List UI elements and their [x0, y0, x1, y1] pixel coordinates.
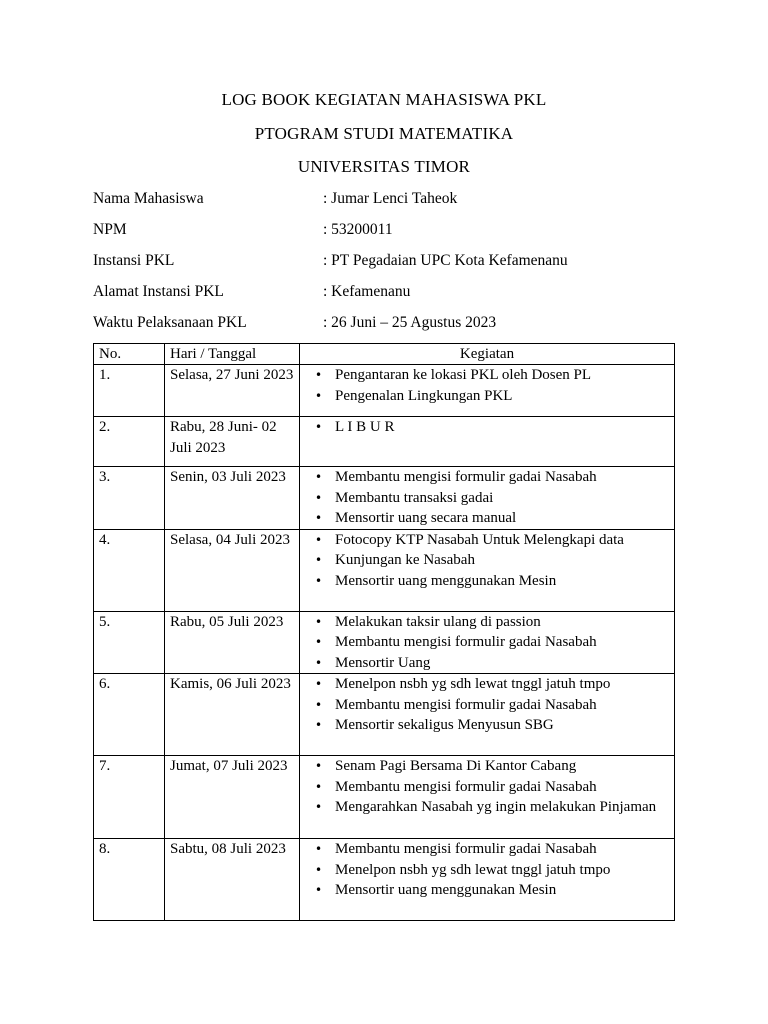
activity-list: [305, 365, 669, 406]
logbook-table: [93, 343, 675, 921]
title-line-2: PTOGRAM STUDI MATEMATIKA: [254, 124, 514, 143]
info-value: : PT Pegadaian UPC Kota Kefamenanu: [323, 252, 568, 269]
row-number: 4.: [94, 529, 165, 611]
activity-item: • Pengenalan Lingkungan PKL: [305, 386, 669, 407]
header-activity: Kegiatan: [300, 344, 675, 365]
activity-item: • Membantu mengisi formulir gadai Nasabah: [305, 632, 669, 653]
row-date: Selasa, 27 Juni 2023: [165, 365, 300, 417]
row-number: 1.: [94, 365, 165, 417]
header-day: Hari / Tanggal: [165, 344, 300, 365]
row-activities: [300, 611, 675, 674]
info-label: NPM: [93, 221, 127, 238]
activity-list: [305, 612, 669, 674]
row-activities: [300, 674, 675, 756]
row-number: 5.: [94, 611, 165, 674]
info-value: : Kefamenanu: [323, 283, 411, 300]
row-date: Selasa, 04 Juli 2023: [165, 529, 300, 611]
row-activities: [300, 529, 675, 611]
table-row: [94, 417, 675, 467]
row-activities: [300, 756, 675, 839]
activity-list: [305, 756, 669, 818]
title-line-3: UNIVERSITAS TIMOR: [297, 157, 471, 176]
row-activities: [300, 417, 675, 467]
row-number: 3.: [94, 467, 165, 530]
activity-item: • Membantu mengisi formulir gadai Nasabah: [305, 467, 669, 488]
activity-item: • Membantu transaksi gadai: [305, 488, 669, 509]
row-date: Rabu, 28 Juni- 02 Juli 2023: [165, 417, 300, 467]
row-activities: [300, 839, 675, 921]
activity-list: [305, 839, 669, 901]
info-value: : 26 Juni – 25 Agustus 2023: [323, 314, 497, 331]
activity-list: [305, 467, 669, 529]
info-label: Nama Mahasiswa: [93, 190, 204, 207]
row-number: 8.: [94, 839, 165, 921]
info-label: Waktu Pelaksanaan PKL: [93, 314, 247, 331]
title-line-1: LOG BOOK KEGIATAN MAHASISWA PKL: [221, 90, 547, 109]
activity-item: • Fotocopy KTP Nasabah Untuk Melengkapi data: [305, 530, 669, 551]
activity-item: • L I B U R: [305, 417, 669, 438]
row-number: 6.: [94, 674, 165, 756]
activity-item: • Pengantaran ke lokasi PKL oleh Dosen PL: [305, 365, 669, 386]
table-row: [94, 529, 675, 611]
info-label: Instansi PKL: [93, 252, 175, 269]
activity-list: [305, 674, 669, 736]
activity-item: • Menelpon nsbh yg sdh lewat tnggl jatuh tmpo: [305, 674, 669, 695]
table-row: [94, 365, 675, 417]
info-value: : Jumar Lenci Taheok: [323, 190, 458, 207]
table-row: [94, 467, 675, 530]
header-no: No.: [94, 344, 165, 365]
activity-item: • Kunjungan ke Nasabah: [305, 550, 669, 571]
activity-item: • Mensortir Uang: [305, 653, 669, 674]
activity-list: [305, 530, 669, 592]
activity-item: • Mengarahkan Nasabah yg ingin melakukan Pinjaman: [305, 797, 669, 818]
info-value: : 53200011: [323, 221, 393, 238]
info-label: Alamat Instansi PKL: [93, 283, 224, 300]
activity-item: • Membantu mengisi formulir gadai Nasabah: [305, 777, 669, 798]
table-row: [94, 839, 675, 921]
row-number: 2.: [94, 417, 165, 467]
activity-item: • Mensortir uang secara manual: [305, 508, 669, 529]
row-date: Kamis, 06 Juli 2023: [165, 674, 300, 756]
table-body: [94, 365, 675, 921]
activity-item: • Melakukan taksir ulang di passion: [305, 612, 669, 633]
row-activities: [300, 467, 675, 530]
row-date: Senin, 03 Juli 2023: [165, 467, 300, 530]
row-activities: [300, 365, 675, 417]
activity-item: • Membantu mengisi formulir gadai Nasabah: [305, 839, 669, 860]
activity-item: • Senam Pagi Bersama Di Kantor Cabang: [305, 756, 669, 777]
table-row: [94, 611, 675, 674]
row-date: Rabu, 05 Juli 2023: [165, 611, 300, 674]
row-date: Sabtu, 08 Juli 2023: [165, 839, 300, 921]
activity-item: • Membantu mengisi formulir gadai Nasabah: [305, 695, 669, 716]
activity-item: • Mensortir uang menggunakan Mesin: [305, 880, 669, 901]
table-header-row: [94, 344, 675, 365]
row-date: Jumat, 07 Juli 2023: [165, 756, 300, 839]
activity-item: • Mensortir uang menggunakan Mesin: [305, 571, 669, 592]
table-row: [94, 756, 675, 839]
activity-item: • Menelpon nsbh yg sdh lewat tnggl jatuh tmpo: [305, 860, 669, 881]
row-number: 7.: [94, 756, 165, 839]
activity-item: • Mensortir sekaligus Menyusun SBG: [305, 715, 669, 736]
table-row: [94, 674, 675, 756]
activity-list: [305, 417, 669, 438]
